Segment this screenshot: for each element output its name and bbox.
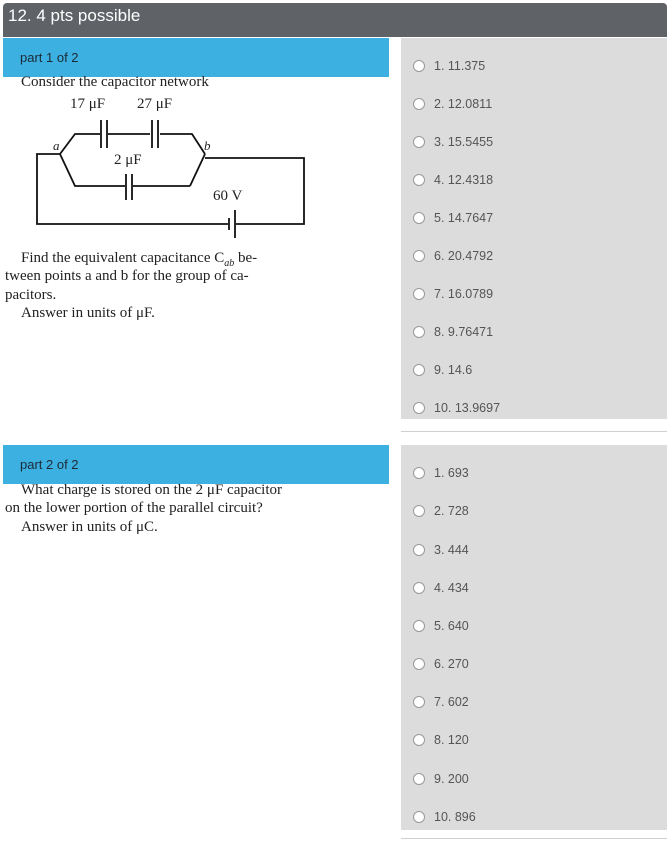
part-1-option-4[interactable]	[413, 170, 493, 190]
lower-wire-right-b	[190, 154, 205, 186]
part-2-option-7[interactable]	[413, 692, 469, 712]
option-label: 1. 693	[434, 466, 469, 480]
cap-2-label: 2 μF	[114, 152, 142, 168]
option-label: 10. 896	[434, 810, 476, 824]
radio-icon[interactable]	[413, 288, 425, 300]
battery-voltage-label: 60 V	[213, 188, 243, 204]
part-2-text-line2: on the lower portion of the parallel circuit?	[5, 500, 263, 516]
radio-icon[interactable]	[413, 98, 425, 110]
option-label: 8. 120	[434, 733, 469, 747]
cap-17-label: 17 μF	[70, 96, 106, 112]
radio-icon[interactable]	[413, 544, 425, 556]
part-1-intro: Consider the capacitor network	[21, 74, 209, 90]
part-1-option-9[interactable]	[413, 360, 472, 380]
part-1-options	[401, 38, 667, 419]
part-1-text-line2: tween points a and b for the group of ca-	[5, 268, 249, 284]
option-label: 6. 20.4792	[434, 249, 494, 263]
part-1-option-8[interactable]	[413, 322, 493, 342]
upper-wire-left	[60, 134, 100, 154]
part-divider	[401, 431, 667, 432]
radio-icon[interactable]	[413, 658, 425, 670]
part-2-option-3[interactable]	[413, 540, 469, 560]
node-b-label: b	[204, 138, 211, 153]
part-2-option-9[interactable]	[413, 769, 469, 789]
option-label: 9. 200	[434, 772, 469, 786]
part-2-text-line1: What charge is stored on the 2 μF capacitor	[21, 482, 283, 498]
radio-icon[interactable]	[413, 811, 425, 823]
radio-icon[interactable]	[413, 773, 425, 785]
radio-icon[interactable]	[413, 505, 425, 517]
part-1-option-10[interactable]	[413, 398, 500, 418]
radio-icon[interactable]	[413, 467, 425, 479]
question-title: 12. 4 pts possible	[8, 6, 141, 25]
radio-icon[interactable]	[413, 250, 425, 262]
radio-icon[interactable]	[413, 620, 425, 632]
part-1-option-3[interactable]	[413, 132, 493, 152]
option-label: 4. 434	[434, 581, 469, 595]
part-1-option-1[interactable]	[413, 56, 485, 76]
option-label: 3. 15.5455	[434, 135, 494, 149]
cap-27-label: 27 μF	[137, 96, 173, 112]
part-2-option-8[interactable]	[413, 730, 469, 750]
part-2-option-6[interactable]	[413, 654, 469, 674]
part-1-label	[3, 38, 389, 77]
part-2-text-line3: Answer in units of μC.	[21, 519, 158, 535]
radio-icon[interactable]	[413, 60, 425, 72]
option-label: 5. 14.7647	[434, 211, 494, 225]
part-1-text-line3: pacitors.	[5, 287, 57, 303]
radio-icon[interactable]	[413, 402, 425, 414]
part-1-option-2[interactable]	[413, 94, 492, 114]
part-1-option-6[interactable]	[413, 246, 493, 266]
radio-icon[interactable]	[413, 136, 425, 148]
text-line1-sub: ab	[224, 258, 235, 269]
radio-icon[interactable]	[413, 582, 425, 594]
part-2-option-2[interactable]	[413, 501, 469, 521]
radio-icon[interactable]	[413, 734, 425, 746]
text-line1-end: be-	[234, 250, 258, 266]
part-2-label	[3, 445, 389, 484]
text-line1-main: Find the equivalent capacitance C	[21, 250, 225, 266]
part-2-option-1[interactable]	[413, 463, 469, 483]
option-label: 7. 602	[434, 695, 469, 709]
option-label: 1. 11.375	[434, 59, 486, 73]
radio-icon[interactable]	[413, 174, 425, 186]
radio-icon[interactable]	[413, 212, 425, 224]
capacitor-network-diagram	[0, 90, 396, 250]
part-2-options	[401, 445, 667, 830]
part-1-text-line4: Answer in units of μF.	[21, 305, 155, 321]
option-label: 2. 728	[434, 504, 469, 518]
node-a-label: a	[53, 138, 60, 153]
option-label: 5. 640	[434, 619, 469, 633]
option-label: 2. 12.0811	[434, 97, 493, 111]
question-header	[3, 3, 667, 37]
radio-icon[interactable]	[413, 326, 425, 338]
part-1-label-text: part 1 of 2	[20, 50, 79, 65]
option-label: 8. 9.76471	[434, 325, 494, 339]
option-label: 6. 270	[434, 657, 469, 671]
part-1-option-7[interactable]	[413, 284, 493, 304]
option-label: 10. 13.9697	[434, 401, 501, 415]
option-label: 9. 14.6	[434, 363, 473, 377]
part-2-option-5[interactable]	[413, 616, 469, 636]
part-2-option-10[interactable]	[413, 807, 476, 827]
radio-icon[interactable]	[413, 696, 425, 708]
option-label: 4. 12.4318	[434, 173, 494, 187]
part-1-text-line1	[21, 250, 257, 269]
part-2-label-text: part 2 of 2	[20, 457, 79, 472]
option-label: 3. 444	[434, 543, 469, 557]
part-1-option-5[interactable]	[413, 208, 493, 228]
part-2-option-4[interactable]	[413, 578, 469, 598]
option-label: 7. 16.0789	[434, 287, 494, 301]
upper-wire-right-b	[180, 134, 205, 154]
radio-icon[interactable]	[413, 364, 425, 376]
bottom-divider	[401, 838, 667, 839]
